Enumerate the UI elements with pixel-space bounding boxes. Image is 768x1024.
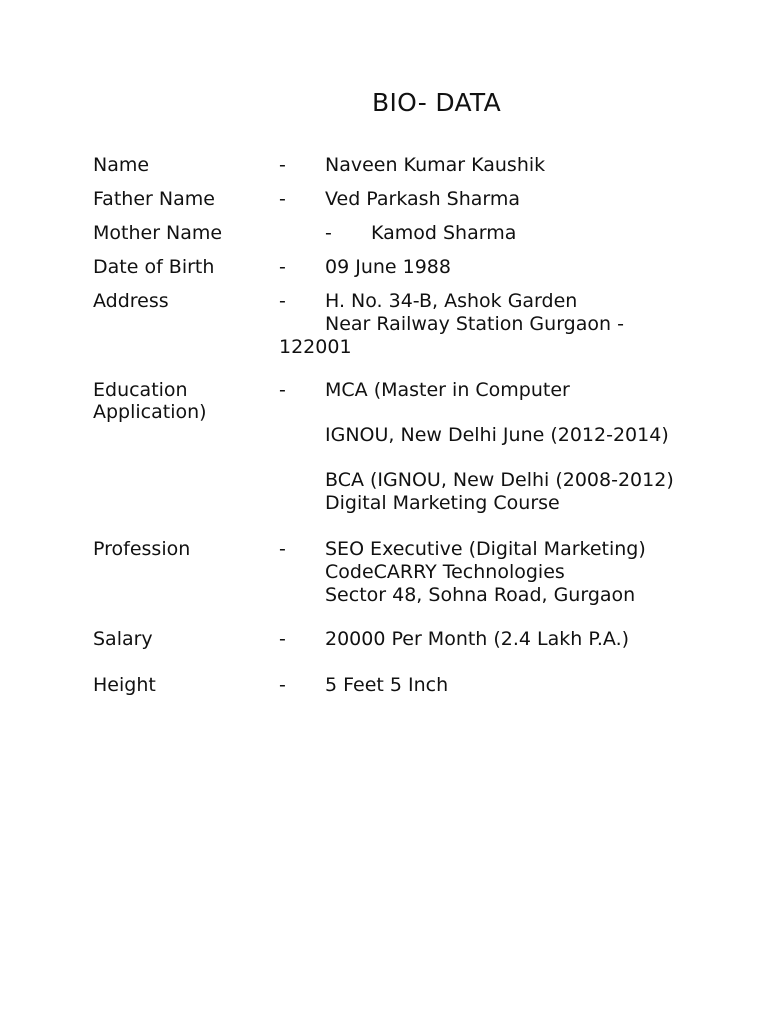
- address-line-3: 122001: [279, 336, 352, 358]
- address-line-1: H. No. 34-B, Ashok Garden: [325, 290, 578, 312]
- mother-name-value: Kamod Sharma: [371, 222, 517, 244]
- education-line-3: BCA (IGNOU, New Delhi (2008-2012): [325, 469, 674, 491]
- profession-line-1: SEO Executive (Digital Marketing): [325, 538, 646, 560]
- salary-separator: -: [279, 628, 286, 650]
- education-line-2: IGNOU, New Delhi June (2012-2014): [325, 424, 669, 446]
- address-separator: -: [279, 290, 286, 312]
- father-name-label: Father Name: [93, 188, 215, 210]
- profession-line-3: Sector 48, Sohna Road, Gurgaon: [325, 584, 636, 606]
- education-line-4: Digital Marketing Course: [325, 492, 560, 514]
- father-name-value: Ved Parkash Sharma: [325, 188, 521, 210]
- education-separator: -: [279, 379, 286, 401]
- mother-name-label: Mother Name: [93, 222, 223, 244]
- dob-label: Date of Birth: [93, 256, 215, 278]
- address-label: Address: [93, 290, 169, 312]
- height-value: 5 Feet 5 Inch: [325, 674, 449, 696]
- height-label: Height: [93, 674, 156, 696]
- name-separator: -: [279, 154, 286, 176]
- father-name-separator: -: [279, 188, 286, 210]
- salary-label: Salary: [93, 628, 153, 650]
- page-title: BIO- DATA: [372, 88, 501, 117]
- education-label-line-1: Education: [93, 379, 188, 401]
- salary-value: 20000 Per Month (2.4 Lakh P.A.): [325, 628, 630, 650]
- profession-label: Profession: [93, 538, 191, 560]
- profession-separator: -: [279, 538, 286, 560]
- dob-value: 09 June 1988: [325, 256, 451, 278]
- name-value: Naveen Kumar Kaushik: [325, 154, 546, 176]
- education-line-1: MCA (Master in Computer: [325, 379, 570, 401]
- name-label: Name: [93, 154, 150, 176]
- education-label-line-2: Application): [93, 401, 207, 423]
- dob-separator: -: [279, 256, 286, 278]
- address-line-2: Near Railway Station Gurgaon -: [325, 313, 624, 335]
- height-separator: -: [279, 674, 286, 696]
- mother-name-separator: -: [325, 222, 332, 244]
- profession-line-2: CodeCARRY Technologies: [325, 561, 565, 583]
